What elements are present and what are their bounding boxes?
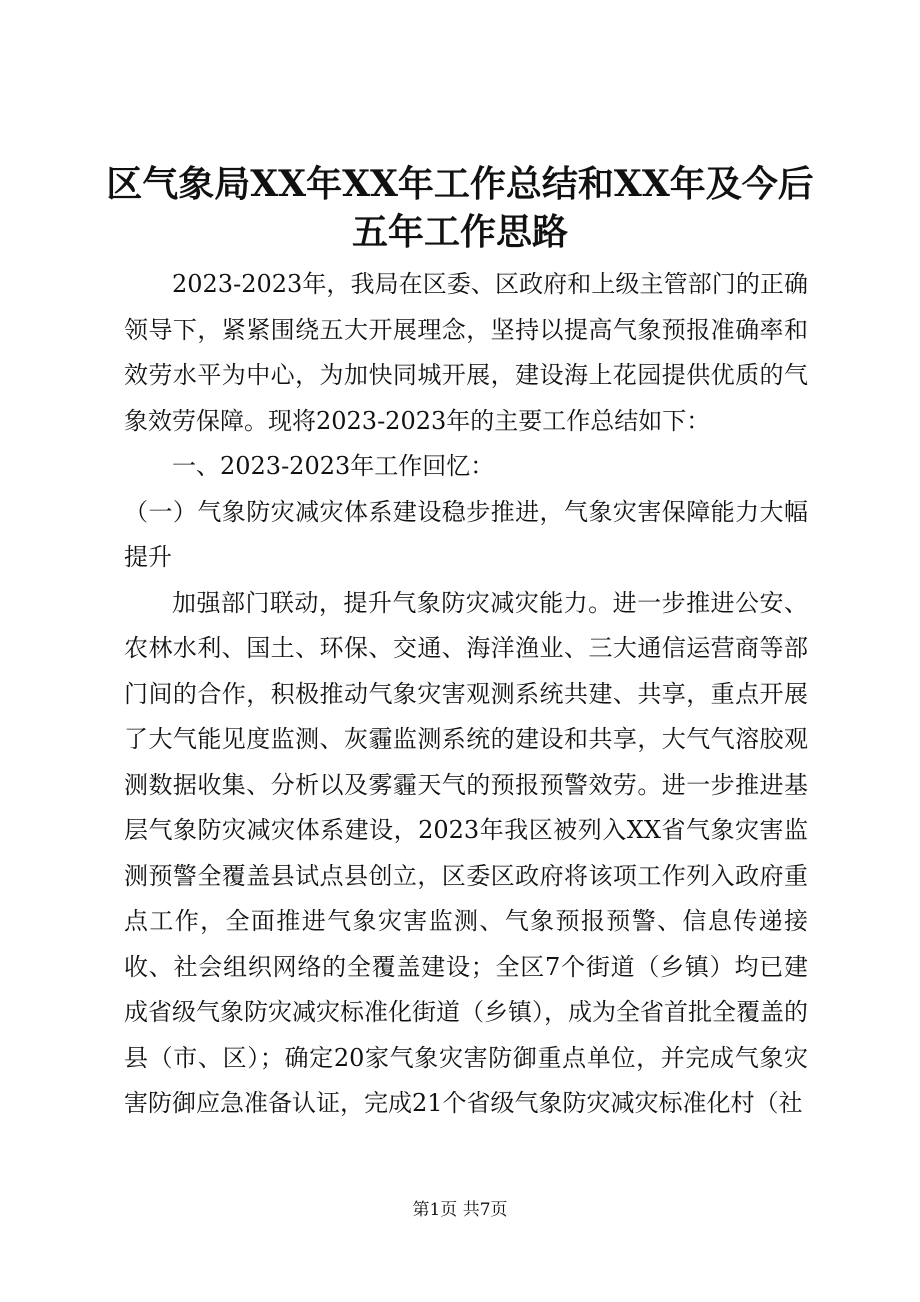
document-title: 区气象局XX年XX年工作总结和XX年及今后五年工作思路 (106, 163, 814, 253)
page-number-footer: 第1页 共7页 (412, 1200, 508, 1220)
intro-paragraph: 2023-2023年，我局在区委、区政府和上级主管部门的正确领导下，紧紧围绕五大开展理念，坚持以提高气象预报准确率和效劳水平为中心，为加快同城开展，建设海上花园提供优质的气象效劳保障。现将2023-2023年的主要工作总结如下： (124, 270, 808, 435)
document-body (124, 262, 808, 1127)
section-heading-review: 一、2023-2023年工作回忆： (172, 452, 495, 480)
body-paragraph-department-cooperation: 加强部门联动，提升气象防灾减灾能力。进一步推进公安、农林水利、国土、环保、交通、海洋渔业、三大通信运营商等部门间的合作，积极推动气象灾害观测系统共建、共享，重点开展了大气能见度监测、灰霾监测系统的建设和共享，大气气溶胶观测数据收集、分析以及雾霾天气的预报预警效劳。进一步推进基层气象防灾减灾体系建设，2023年我区被列入XX省气象灾害监测预警全覆盖县试点县创立，区委区政府将该项工作列入政府重点工作，全面推进气象灾害监测、气象预报预警、信息传递接收、社会组织网络的全覆盖建设；全区7个街道（乡镇）均已建成省级气象防灾减灾标准化街道（乡镇），成为全省首批全覆盖的县（市、区）；确定20家气象灾害防御重点单位，并完成气象灾害防御应急准备认证，完成21个省级气象防灾减灾标准化村（社 (124, 588, 808, 1117)
subsection-heading-disaster-prevention: （一）气象防灾减灾体系建设稳步推进，气象灾害保障能力大幅提升 (124, 497, 808, 571)
